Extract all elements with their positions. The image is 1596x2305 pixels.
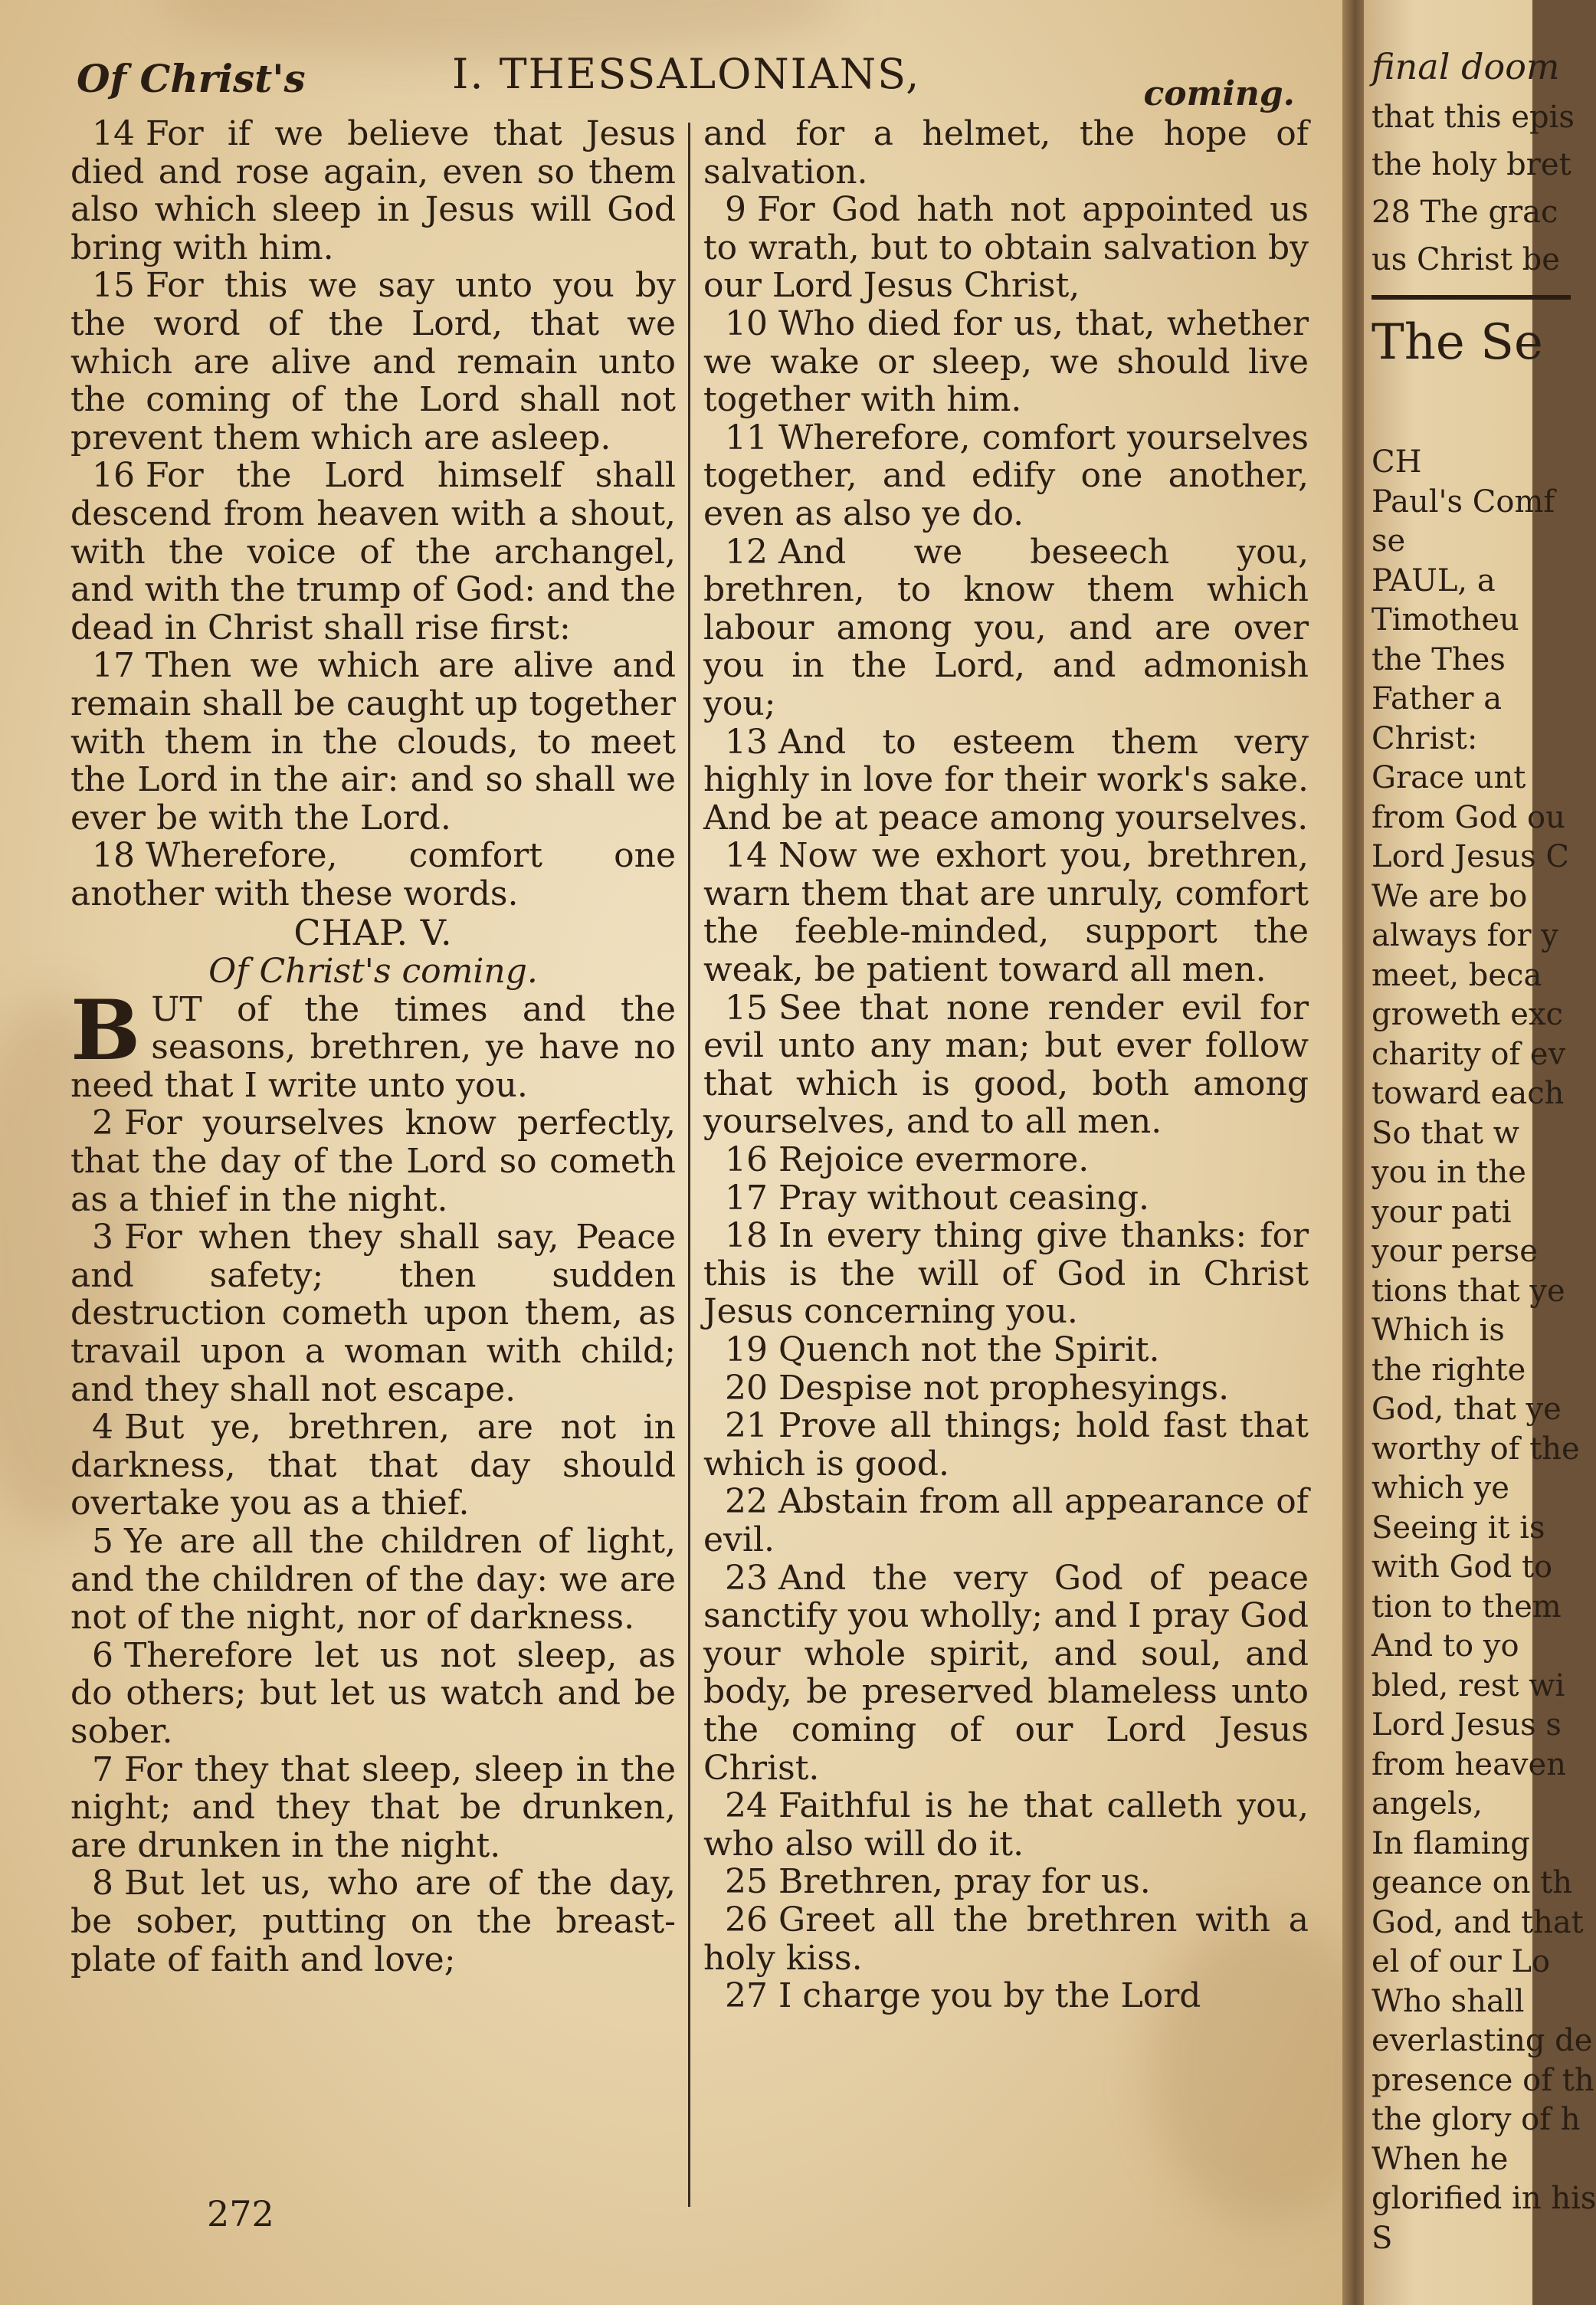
verse-text: UT of the times and the seasons, brethren, ye have no need that I write unto you. bbox=[70, 989, 676, 1105]
next-page-line: presence of th bbox=[1372, 2062, 1594, 2098]
verse-text: But ye, brethren, are not in darkness, that that day should overtake you as a thief. bbox=[70, 1408, 676, 1523]
verse-number: 10 bbox=[725, 303, 768, 343]
next-page-line: everlasting de bbox=[1372, 2023, 1593, 2058]
next-page-line: groweth exc bbox=[1372, 997, 1563, 1032]
chapter-title: CHAP. V. bbox=[293, 912, 453, 954]
verse-number: 11 bbox=[725, 418, 768, 457]
verse-text: Wherefore, comfort one another with these words. bbox=[70, 836, 676, 913]
verse-text: Then we which are alive and remain shall be caught up together with them in the clouds, to meet the Lord in the air: and so shall we ever be with the Lord. bbox=[70, 646, 676, 838]
next-page-line: angels, bbox=[1372, 1786, 1483, 1821]
next-page-line: tions that ye bbox=[1372, 1273, 1565, 1309]
verse-number: 18 bbox=[92, 836, 135, 876]
verse-text: In every thing give thanks: for this is the will of God in Christ Jesus concerning you. bbox=[703, 1216, 1309, 1332]
verse bbox=[703, 989, 1309, 1141]
next-page-line: glorified in his bbox=[1372, 2181, 1596, 2216]
verse-number: 16 bbox=[725, 1140, 768, 1180]
header-book-title: I. THESSALONIANS, bbox=[452, 50, 921, 98]
verse bbox=[703, 1483, 1309, 1559]
next-page-line: Seeing it is bbox=[1372, 1510, 1545, 1546]
verse bbox=[70, 1864, 676, 1979]
verse-text: Therefore let us not sleep, as do others; but let us watch and be sober. bbox=[70, 1635, 676, 1751]
header-right: coming. bbox=[1143, 74, 1295, 113]
page-number: 272 bbox=[207, 2193, 274, 2235]
next-page-line: which ye bbox=[1372, 1471, 1509, 1506]
verse-number: 8 bbox=[92, 1864, 113, 1903]
next-page-line: el of our Lo bbox=[1372, 1944, 1551, 1979]
next-page-line: that this epis bbox=[1372, 100, 1575, 135]
verse-number: 27 bbox=[725, 1976, 768, 2016]
next-page-line: Paul's Comf bbox=[1372, 484, 1555, 520]
verse-number: 2 bbox=[92, 1103, 113, 1143]
next-page-line: Who shall bbox=[1372, 1983, 1525, 2019]
verse-text: For this we say unto you by the word of the Lord, that we which are alive and remain unto the coming of the Lord shall not prevent them which are asleep. bbox=[70, 266, 676, 457]
verse-number: 19 bbox=[725, 1330, 768, 1369]
next-page-line: S bbox=[1372, 2220, 1393, 2256]
verse bbox=[703, 1977, 1309, 2015]
verse-text: For when they shall say, Peace and safety; then sudden destruction cometh upon them, as travail upon a woman with child; and they shall not escape. bbox=[70, 1218, 676, 1409]
verse bbox=[703, 533, 1309, 723]
verse bbox=[703, 1217, 1309, 1331]
next-page-line: CH bbox=[1372, 444, 1422, 480]
verse-text: For the Lord himself shall descend from heaven with a shout, with the voice of the archangel, and with the trump of God: and the dead in Christ shall rise first: bbox=[70, 456, 676, 648]
next-page-line: bled, rest wi bbox=[1372, 1667, 1565, 1703]
next-page-line: meet, beca bbox=[1372, 957, 1542, 993]
verse bbox=[703, 1901, 1309, 1977]
next-page-line: the glory of h bbox=[1372, 2102, 1581, 2137]
verse-number: 21 bbox=[725, 1406, 768, 1446]
next-page-line: your pati bbox=[1372, 1194, 1512, 1230]
next-book-page bbox=[1364, 0, 1596, 2305]
verse-text: Now we exhort you, brethren, warn them that are unruly, comfort the feeble-minded, support the weak, be patient toward all men. bbox=[703, 836, 1309, 990]
verse-number: 4 bbox=[92, 1408, 113, 1448]
next-page-line: the Thes bbox=[1372, 641, 1506, 677]
verse bbox=[703, 419, 1309, 533]
next-page-line: When he bbox=[1372, 2141, 1509, 2177]
verse-text: Who died for us, that, whether we wake or sleep, we should live together with him. bbox=[703, 303, 1309, 420]
verse-text: Despise not prophesyings. bbox=[778, 1368, 1230, 1408]
verse bbox=[70, 457, 676, 647]
next-page-line: with God to bbox=[1372, 1549, 1553, 1585]
verse-text: Prove all things; hold fast that which is good. bbox=[703, 1406, 1309, 1484]
chapter-first-verse bbox=[70, 982, 676, 1105]
verse bbox=[70, 267, 676, 457]
next-page-line: In flaming bbox=[1372, 1825, 1530, 1861]
verse bbox=[703, 723, 1309, 838]
verse-number: 14 bbox=[725, 836, 768, 876]
chapter-subtitle: Of Christ's coming. bbox=[208, 952, 538, 992]
next-page-rule bbox=[1372, 295, 1571, 300]
verse-number: 14 bbox=[92, 114, 135, 153]
next-page-line: PAUL, a bbox=[1372, 562, 1496, 598]
verse-text: But let us, who are of the day, be sober, putting on the breast-plate of faith and love; bbox=[70, 1864, 676, 1979]
header-left: Of Christ's bbox=[77, 56, 306, 101]
next-page-line: We are bo bbox=[1372, 878, 1528, 914]
verse-number: 6 bbox=[92, 1635, 113, 1675]
column-divider bbox=[688, 123, 690, 2207]
next-page-line: the righte bbox=[1372, 1352, 1526, 1388]
verse-text: And the very God of peace sanctify you wholly; and I pray God your whole spirit, and soul, and body, be preserved blameless unto the coming of our Lord Jesus Christ. bbox=[703, 1558, 1309, 1788]
verse bbox=[70, 1751, 676, 1865]
verse-number: 12 bbox=[725, 532, 768, 572]
verse bbox=[703, 1863, 1309, 1901]
verse bbox=[70, 115, 676, 267]
verse-text: Wherefore, comfort yourselves together, and edify one another, even as also ye do. bbox=[703, 418, 1309, 533]
book-gutter bbox=[1342, 0, 1364, 2305]
verse-text: Pray without ceasing. bbox=[778, 1178, 1150, 1218]
verse-number: 24 bbox=[725, 1786, 768, 1826]
next-page-line: So that w bbox=[1372, 1115, 1519, 1151]
next-page-line: Father a bbox=[1372, 681, 1503, 716]
verse-number: 17 bbox=[92, 646, 135, 686]
verse-number: 16 bbox=[92, 456, 135, 496]
verse-continuation: and for a helmet, the hope of salvation. bbox=[703, 114, 1309, 192]
verse-number: 9 bbox=[725, 190, 746, 230]
next-page-line: Which is bbox=[1372, 1313, 1505, 1348]
next-page-title: The Se bbox=[1372, 314, 1543, 371]
verse-text: Abstain from all appearance of evil. bbox=[703, 1482, 1309, 1559]
next-page-line: always for y bbox=[1372, 918, 1558, 953]
next-page-line: you in the bbox=[1372, 1155, 1526, 1190]
verse-text: Faithful is he that calleth you, who also will do it. bbox=[703, 1786, 1309, 1864]
next-page-line: Grace unt bbox=[1372, 760, 1526, 795]
next-page-header: final doom bbox=[1372, 46, 1560, 87]
next-page-line: God, that ye bbox=[1372, 1392, 1562, 1427]
next-page-line: tion to them bbox=[1372, 1589, 1562, 1625]
verse-number: 15 bbox=[725, 988, 768, 1028]
verse bbox=[703, 837, 1309, 989]
next-page-line: Lord Jesus C bbox=[1372, 839, 1569, 874]
next-page-line: 28 The grac bbox=[1372, 195, 1558, 230]
next-page-line: the holy bret bbox=[1372, 147, 1571, 182]
verse-text: And to esteem them very highly in love for their work's sake. And be at peace among yourselves. bbox=[703, 722, 1309, 838]
verse bbox=[703, 1331, 1309, 1369]
verse-text: For God hath not appointed us to wrath, but to obtain salvation by our Lord Jesus Christ, bbox=[703, 190, 1309, 306]
verse bbox=[70, 1218, 676, 1408]
verse bbox=[70, 1408, 676, 1523]
verse bbox=[703, 191, 1309, 305]
verse bbox=[703, 1369, 1309, 1408]
verse bbox=[70, 1523, 676, 1637]
right-text-column bbox=[703, 115, 1309, 2199]
next-page-line: Christ: bbox=[1372, 720, 1478, 756]
next-page-line: se bbox=[1372, 523, 1406, 559]
verse-text: See that none render evil for evil unto any man; but ever follow that which is good, both among yourselves, and to all men. bbox=[703, 988, 1309, 1142]
next-page-line: Timotheu bbox=[1372, 602, 1519, 638]
verse bbox=[70, 1637, 676, 1751]
verse-text: Greet all the brethren with a holy kiss. bbox=[703, 1900, 1309, 1978]
verse-text: Rejoice evermore. bbox=[778, 1140, 1090, 1180]
next-page-line: toward each bbox=[1372, 1076, 1565, 1111]
next-page-line: charity of ev bbox=[1372, 1036, 1566, 1072]
verse bbox=[70, 647, 676, 837]
verse bbox=[703, 1141, 1309, 1179]
verse-text: For yourselves know perfectly, that the day of the Lord so cometh as a thief in the night. bbox=[70, 1103, 676, 1219]
verse-text: I charge you by the Lord bbox=[778, 1976, 1201, 2016]
verse-number: 23 bbox=[725, 1558, 768, 1598]
verse-number: 17 bbox=[725, 1178, 768, 1218]
running-header bbox=[77, 42, 1295, 115]
verse-number: 15 bbox=[92, 266, 135, 306]
verse-text: Quench not the Spirit. bbox=[778, 1330, 1160, 1369]
verse bbox=[703, 305, 1309, 419]
verse-number: 3 bbox=[92, 1218, 113, 1257]
next-page-line: from heaven bbox=[1372, 1746, 1566, 1782]
next-page-line: from God ou bbox=[1372, 799, 1565, 835]
verse-text: For if we believe that Jesus died and rose again, even so them also which sleep in Jesus will God bring with him. bbox=[70, 114, 676, 267]
verse-number: 20 bbox=[725, 1368, 768, 1408]
verse bbox=[70, 837, 676, 913]
verse-text: Ye are all the children of light, and the children of the day: we are not of the night, nor of darkness. bbox=[70, 1521, 676, 1638]
verse-text: Brethren, pray for us. bbox=[778, 1862, 1151, 1902]
verse bbox=[703, 1559, 1309, 1788]
next-page-line: geance on th bbox=[1372, 1865, 1573, 1900]
left-text-column bbox=[70, 115, 676, 2199]
next-page-line: worthy of the bbox=[1372, 1431, 1580, 1467]
verse-number: 26 bbox=[725, 1900, 768, 1939]
verse bbox=[703, 1179, 1309, 1218]
drop-cap: B bbox=[70, 982, 141, 1079]
verse-number: 7 bbox=[92, 1749, 113, 1789]
verse bbox=[70, 1104, 676, 1218]
verse-text: And we beseech you, brethren, to know them which labour among you, and are over you in the Lord, and admonish you; bbox=[703, 532, 1309, 723]
verse-number: 18 bbox=[725, 1216, 768, 1256]
verse bbox=[703, 1787, 1309, 1863]
next-page-line: us Christ be bbox=[1372, 242, 1560, 277]
verse-text: For they that sleep, sleep in the night; and they that be drunken, are drunken in the night. bbox=[70, 1749, 676, 1865]
next-page-line: Lord Jesus s bbox=[1372, 1707, 1562, 1743]
verse bbox=[703, 1407, 1309, 1483]
verse-number: 25 bbox=[725, 1862, 768, 1902]
next-page-line: your perse bbox=[1372, 1234, 1538, 1269]
verse-number: 13 bbox=[725, 722, 768, 762]
verse-number: 5 bbox=[92, 1521, 113, 1561]
verse-number: 22 bbox=[725, 1482, 768, 1522]
next-page-line: God, and that bbox=[1372, 1904, 1584, 1940]
next-page-line: And to yo bbox=[1372, 1628, 1519, 1664]
